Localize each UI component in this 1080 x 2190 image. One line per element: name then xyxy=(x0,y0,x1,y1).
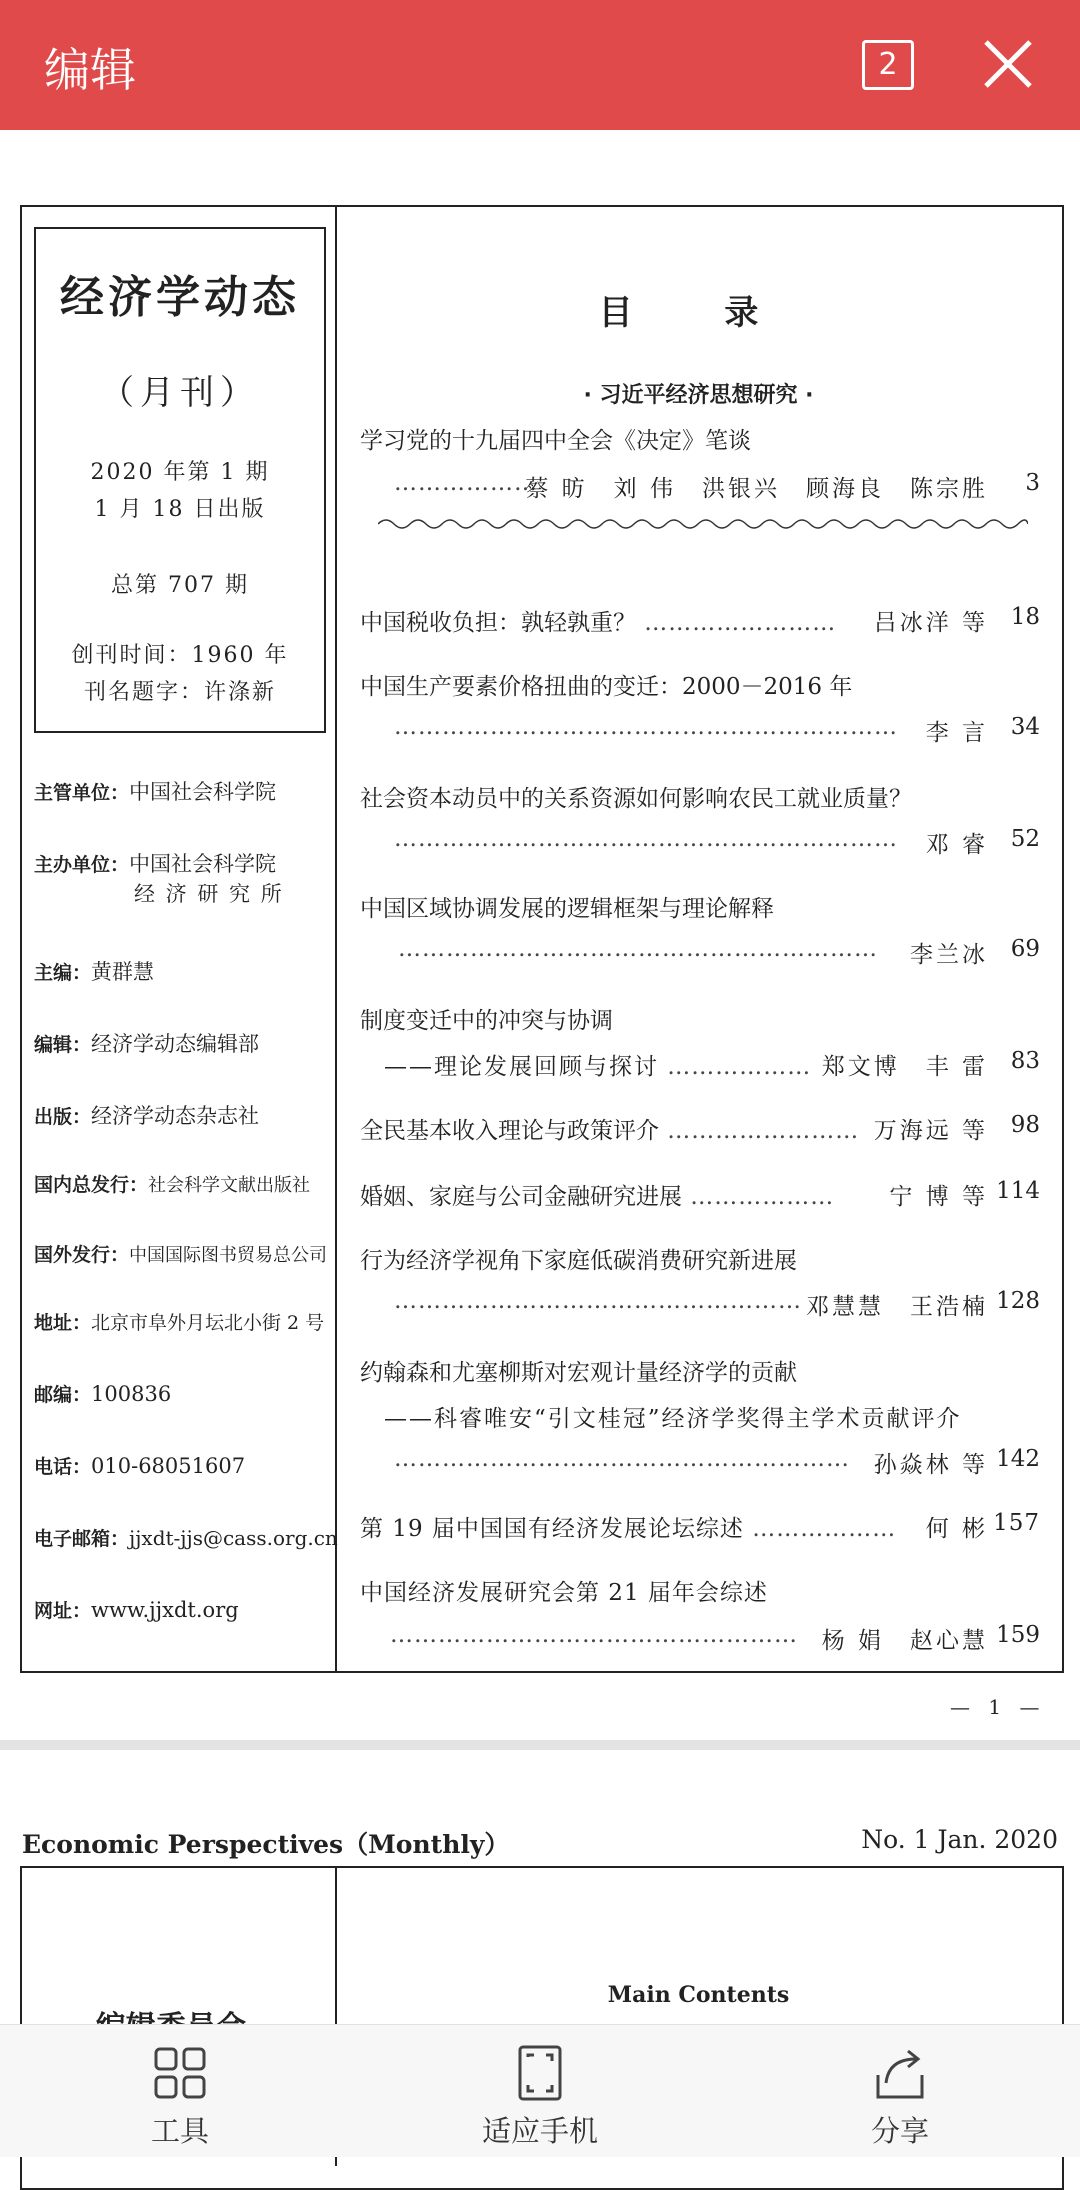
toc-title: 目 录 xyxy=(598,293,799,333)
toc-entry[interactable]: 全民基本收入理论与政策评介 …………………… 万海远 等 98 xyxy=(360,1112,1040,1144)
toc-entry[interactable]: 中国生产要素价格扭曲的变迁：2000－2016 年 xyxy=(360,674,853,700)
page-number: — 1 — xyxy=(950,1695,1046,1719)
top-bar xyxy=(0,0,1080,130)
share-button[interactable] xyxy=(800,2025,1000,2157)
info-sponsor: 主办单位：中国社会科学院 经 济 研 究 所 xyxy=(34,852,284,906)
toc-entry-line: …………………………………………… 邓慧慧 王浩楠 128 xyxy=(394,1288,1040,1320)
info-address: 地址：北京市阜外月坛北小街 2 号 xyxy=(34,1312,325,1334)
issue-number: 2020 年第 1 期 xyxy=(90,460,270,485)
title-calligraphy: 刊名题字：许涤新 xyxy=(83,680,276,705)
info-foreign-distributor: 国外发行：中国国际图书贸易总公司 xyxy=(34,1244,328,1266)
fit-phone-label: 适应手机 xyxy=(481,2114,598,2148)
monthly-label: （月刊） xyxy=(100,373,260,413)
toc-entry-line: …………………………………………………… 李兰冰 69 xyxy=(398,936,1040,968)
fit-phone-button[interactable] xyxy=(440,2025,640,2157)
tools-button[interactable] xyxy=(80,2025,280,2157)
journal-english-title: Economic Perspectives（Monthly） xyxy=(22,1830,510,1859)
document-page-1 xyxy=(0,130,1080,1744)
issue-info xyxy=(36,454,324,528)
page-count-button[interactable]: 2 xyxy=(862,40,914,90)
edit-title[interactable]: 编辑 xyxy=(44,43,136,97)
toc-section-heading: · 习近平经济思想研究 · xyxy=(583,383,814,408)
info-website: 网址：www.jjxdt.org xyxy=(34,1598,239,1622)
issue-english: No. 1 Jan. 2020 xyxy=(861,1825,1058,1854)
info-phone: 电话：010-68051607 xyxy=(34,1454,246,1478)
main-contents-heading: Main Contents xyxy=(607,1982,790,2008)
info-supervisor: 主管单位：中国社会科学院 xyxy=(34,780,277,804)
issue-date: 1 月 18 日出版 xyxy=(94,497,266,522)
toc-entry-line: ……………………………………………………… 李 言 34 xyxy=(394,714,1040,746)
share-label: 分享 xyxy=(870,2114,929,2148)
decorative-divider xyxy=(378,514,1028,534)
tools-label: 工具 xyxy=(150,2114,209,2148)
toc-entry[interactable]: 婚姻、家庭与公司金融研究进展 ……………… 宁 博 等 114 xyxy=(360,1178,1040,1210)
info-editor: 编辑：经济学动态编辑部 xyxy=(34,1032,260,1056)
share-icon xyxy=(872,2045,928,2101)
founding-info xyxy=(36,637,324,711)
magazine-title: 经济学动态 xyxy=(60,272,300,323)
info-email: 电子邮箱：jjxdt-jjs@cass.org.cn xyxy=(34,1526,338,1550)
column-divider xyxy=(335,205,337,1671)
toc-entry[interactable]: 约翰森和尤塞柳斯对宏观计量经济学的贡献 xyxy=(360,1360,797,1386)
founded-date: 创刊时间：1960 年 xyxy=(71,643,289,668)
toc-entry[interactable]: 制度变迁中的冲突与协调 xyxy=(360,1008,613,1034)
toc-entry[interactable]: 行为经济学视角下家庭低碳消费研究新进展 xyxy=(360,1248,797,1274)
info-publisher: 出版：经济学动态杂志社 xyxy=(34,1104,260,1128)
toc-entry-line: ………………………………………………… 孙焱林 等 142 xyxy=(394,1446,1040,1478)
fit-screen-icon xyxy=(512,2045,568,2101)
toc-entry-line: ——科睿唯安“引文桂冠”经济学奖得主学术贡献评介 xyxy=(384,1406,962,1432)
toc-entry[interactable]: 中国区域协调发展的逻辑框架与理论解释 xyxy=(360,896,774,922)
bottom-toolbar xyxy=(0,2024,1080,2157)
toc-entry-line: ——理论发展回顾与探讨 ……………… 郑文博 丰 雷 83 xyxy=(384,1048,1040,1080)
total-issue: 总第 707 期 xyxy=(111,573,249,598)
info-postcode: 邮编：100836 xyxy=(34,1382,172,1406)
toc-entry[interactable]: 社会资本动员中的关系资源如何影响农民工就业质量？ xyxy=(360,786,912,812)
page-separator xyxy=(0,1740,1080,1750)
toc-entry[interactable]: 学习党的十九届四中全会《决定》笔谈 xyxy=(360,428,751,454)
toc-entry-line: …………………………………………… 杨 娟 赵心慧 159 xyxy=(390,1622,1040,1654)
toc-entry[interactable]: 中国经济发展研究会第 21 届年会综述 xyxy=(360,1580,768,1606)
toc-entry-line: ……………………………………………………… 邓 睿 52 xyxy=(394,826,1040,858)
toc-entry[interactable]: 第 19 届中国国有经济发展论坛综述 ……………… 何 彬 157 xyxy=(360,1510,1040,1542)
info-domestic-distributor: 国内总发行：社会科学文献出版社 xyxy=(34,1174,311,1196)
tools-icon xyxy=(152,2045,208,2101)
masthead-box xyxy=(34,227,326,733)
info-chief-editor: 主编：黄群慧 xyxy=(34,960,155,984)
toc-entry-line: ……………… 蔡 昉 刘 伟 洪银兴 顾海良 陈宗胜 3 xyxy=(394,470,1040,502)
close-icon[interactable] xyxy=(980,36,1036,92)
toc-entry[interactable]: 中国税收负担：孰轻孰重？ …………………… 吕冰洋 等 18 xyxy=(360,604,1040,636)
